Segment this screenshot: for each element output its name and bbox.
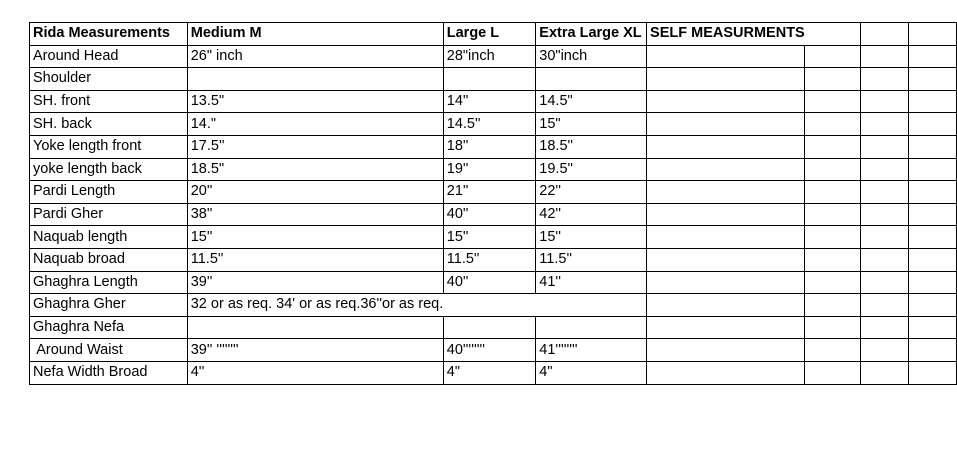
self-cell: [909, 339, 957, 362]
self-cell: [909, 45, 957, 68]
self-cell: [805, 181, 860, 204]
self-cell: [860, 203, 908, 226]
medium-value: 26" inch: [187, 45, 443, 68]
large-value: 40'''''''': [443, 339, 536, 362]
medium-value: 11.5'': [187, 248, 443, 271]
table-row: [30, 226, 957, 249]
spanned-cell: [536, 294, 647, 317]
large-value: [443, 68, 536, 91]
self-cell: [647, 158, 805, 181]
measurement-table: [29, 22, 957, 385]
large-value: 4": [443, 361, 536, 384]
extra-large-value: 11.5'': [536, 248, 647, 271]
self-cell: [860, 113, 908, 136]
row-label: SH. front: [30, 90, 188, 113]
self-cell: [805, 271, 860, 294]
self-cell: [805, 68, 860, 91]
row-label: Nefa Width Broad: [30, 361, 188, 384]
large-value: 11.5'': [443, 248, 536, 271]
table-row: [30, 271, 957, 294]
self-cell: [909, 90, 957, 113]
table-row: [30, 45, 957, 68]
row-label: Pardi Length: [30, 181, 188, 204]
self-cell: [647, 181, 805, 204]
self-cell: [647, 68, 805, 91]
spanned-cell: [443, 294, 536, 317]
table-row: [30, 339, 957, 362]
header-cell-large: Large L: [443, 23, 536, 46]
self-cell: [860, 90, 908, 113]
medium-value: 39'': [187, 271, 443, 294]
self-cell: [909, 203, 957, 226]
extra-large-value: [536, 68, 647, 91]
self-cell: [909, 68, 957, 91]
extra-large-value: 42'': [536, 203, 647, 226]
self-cell: [647, 339, 805, 362]
header-cell-blank: [909, 23, 957, 46]
table-row: [30, 113, 957, 136]
table-row: [30, 181, 957, 204]
self-cell: [909, 361, 957, 384]
row-label: Naquab broad: [30, 248, 188, 271]
extra-large-value: 15": [536, 113, 647, 136]
medium-value: [187, 316, 443, 339]
self-cell: [647, 248, 805, 271]
extra-large-value: 4": [536, 361, 647, 384]
large-value: [443, 316, 536, 339]
self-cell: [909, 294, 957, 317]
table-row: [30, 68, 957, 91]
header-cell-blank: [860, 23, 908, 46]
extra-large-value: 41'': [536, 271, 647, 294]
self-cell: [805, 90, 860, 113]
table-row: [30, 248, 957, 271]
self-cell: [909, 113, 957, 136]
large-value: 40'': [443, 203, 536, 226]
extra-large-value: [536, 316, 647, 339]
self-cell: [805, 339, 860, 362]
self-cell: [860, 68, 908, 91]
table-row: [30, 158, 957, 181]
header-cell-self-measurements: SELF MEASURMENTS: [647, 23, 805, 46]
row-label: Pardi Gher: [30, 203, 188, 226]
self-cell: [909, 316, 957, 339]
self-cell: [909, 181, 957, 204]
self-cell: [860, 271, 908, 294]
row-label: Shoulder: [30, 68, 188, 91]
extra-large-value: 41'''''''': [536, 339, 647, 362]
row-label: Ghaghra Length: [30, 271, 188, 294]
self-cell: [647, 226, 805, 249]
self-cell: [860, 181, 908, 204]
table-row: [30, 203, 957, 226]
self-cell: [647, 113, 805, 136]
self-cell: [647, 45, 805, 68]
row-label: Ghaghra Nefa: [30, 316, 188, 339]
large-value: 14'': [443, 90, 536, 113]
large-value: 40'': [443, 271, 536, 294]
medium-value: 4'': [187, 361, 443, 384]
self-cell: [647, 90, 805, 113]
row-label: Naquab length: [30, 226, 188, 249]
self-cell: [860, 316, 908, 339]
medium-value: 38'': [187, 203, 443, 226]
header-cell-blank: [805, 23, 860, 46]
self-cell: [860, 45, 908, 68]
extra-large-value: 30"inch: [536, 45, 647, 68]
header-row: [30, 23, 957, 46]
self-cell: [805, 294, 860, 317]
self-cell: [805, 361, 860, 384]
self-cell: [647, 316, 805, 339]
large-value: 21'': [443, 181, 536, 204]
table-row: [30, 90, 957, 113]
extra-large-value: 15'': [536, 226, 647, 249]
self-cell: [909, 135, 957, 158]
header-cell-measurement: Rida Measurements: [30, 23, 188, 46]
large-value: 15'': [443, 226, 536, 249]
self-cell: [860, 158, 908, 181]
self-cell: [805, 135, 860, 158]
medium-value: 17.5'': [187, 135, 443, 158]
self-cell: [805, 113, 860, 136]
table-row: [30, 361, 957, 384]
medium-value: 14.": [187, 113, 443, 136]
self-cell: [647, 203, 805, 226]
large-value: 14.5'': [443, 113, 536, 136]
self-cell: [860, 135, 908, 158]
self-cell: [860, 339, 908, 362]
extra-large-value: 19.5'': [536, 158, 647, 181]
self-cell: [860, 361, 908, 384]
self-cell: [805, 158, 860, 181]
medium-value: 15'': [187, 226, 443, 249]
medium-value: 20'': [187, 181, 443, 204]
self-cell: [805, 226, 860, 249]
self-cell: [860, 294, 908, 317]
row-label: SH. back: [30, 113, 188, 136]
extra-large-value: 18.5'': [536, 135, 647, 158]
self-cell: [909, 158, 957, 181]
header-cell-extra-large: Extra Large XL: [536, 23, 647, 46]
self-cell: [860, 248, 908, 271]
large-value: 19'': [443, 158, 536, 181]
medium-value: 13.5": [187, 90, 443, 113]
row-label: Around Head: [30, 45, 188, 68]
row-label: Around Waist: [30, 339, 188, 362]
medium-value: [187, 68, 443, 91]
self-cell: [647, 135, 805, 158]
self-cell: [805, 316, 860, 339]
large-value: 18'': [443, 135, 536, 158]
self-cell: [647, 271, 805, 294]
large-value: 28"inch: [443, 45, 536, 68]
row-label: Ghaghra Gher: [30, 294, 188, 317]
medium-value: 39'' '''''''': [187, 339, 443, 362]
self-cell: [909, 248, 957, 271]
self-cell: [805, 45, 860, 68]
table-row: [30, 316, 957, 339]
self-cell: [909, 226, 957, 249]
self-cell: [805, 248, 860, 271]
extra-large-value: 22'': [536, 181, 647, 204]
self-cell: [805, 203, 860, 226]
ghaghra-gher-value: 32 or as req. 34' or as req.36''or as req.: [187, 294, 443, 317]
header-cell-medium: Medium M: [187, 23, 443, 46]
self-cell: [647, 294, 805, 317]
row-label: yoke length back: [30, 158, 188, 181]
table-row: [30, 294, 957, 317]
self-cell: [647, 361, 805, 384]
table-row: [30, 135, 957, 158]
self-cell: [909, 271, 957, 294]
extra-large-value: 14.5": [536, 90, 647, 113]
row-label: Yoke length front: [30, 135, 188, 158]
self-cell: [860, 226, 908, 249]
medium-value: 18.5": [187, 158, 443, 181]
